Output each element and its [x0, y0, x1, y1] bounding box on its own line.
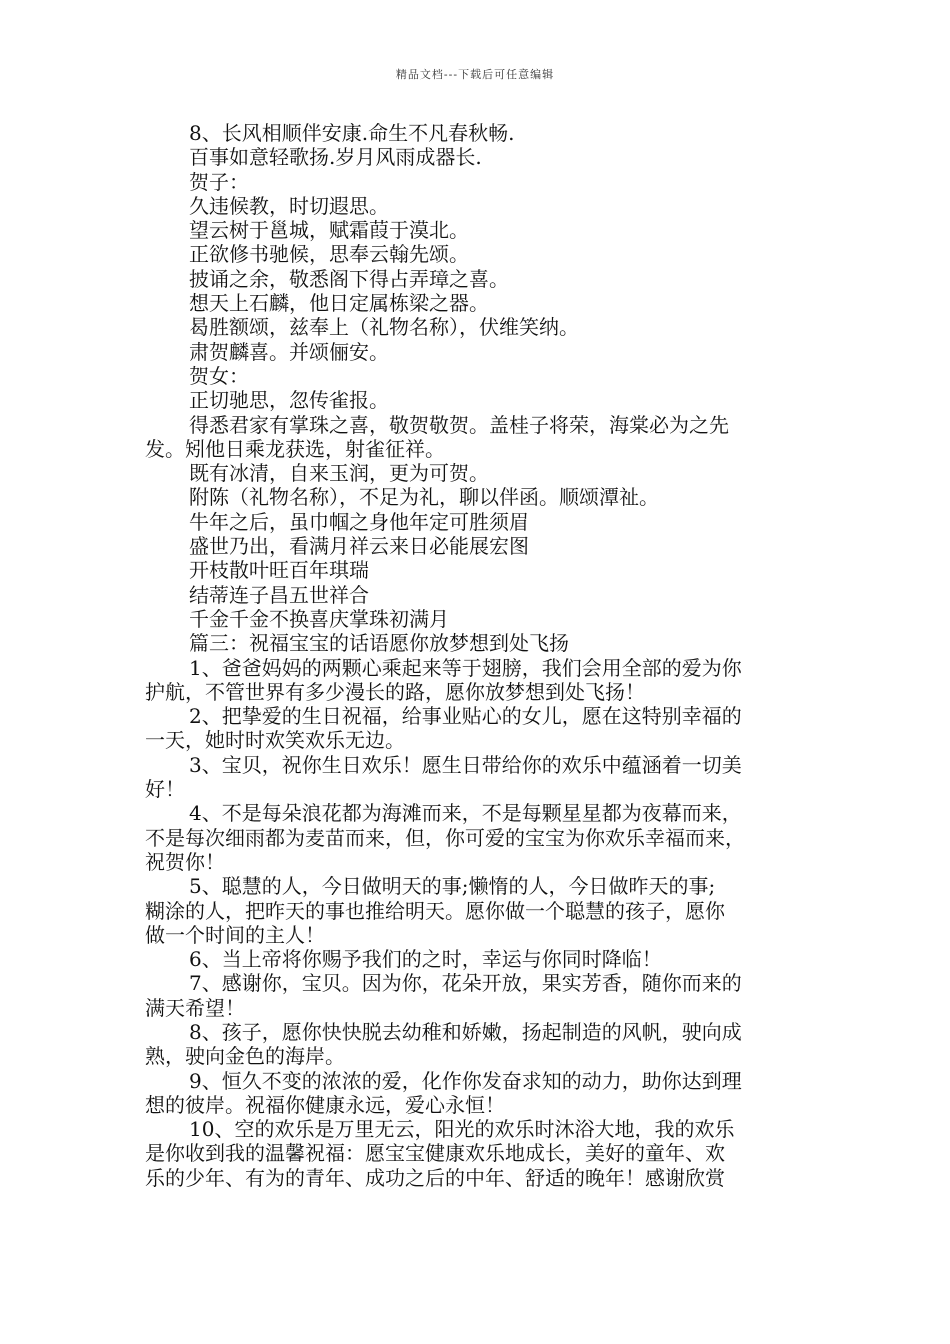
- text-line: 满天希望！: [145, 995, 245, 1020]
- text-line: 贺子：: [189, 169, 249, 194]
- text-line: 8、孩子，愿你快快脱去幼稚和娇嫩，扬起制造的风帆，驶向成: [189, 1019, 742, 1044]
- text-line: 6、当上帝将你赐予我们的之时，幸运与你同时降临！: [189, 947, 662, 972]
- text-line: 百事如意轻歌扬.岁月风雨成器长.: [189, 145, 482, 170]
- text-line: 7、感谢你，宝贝。因为你，花朵开放，果实芳香，随你而来的: [189, 971, 742, 996]
- text-line: 肃贺麟喜。并颂俪安。: [189, 339, 389, 364]
- text-line: 既有冰清，自来玉润，更为可贺。: [189, 461, 489, 486]
- text-line: 一天，她时时欢笑欢乐无边。: [145, 728, 405, 753]
- text-line: 牛年之后，虽巾帼之身他年定可胜须眉: [189, 509, 529, 534]
- text-line: 3、宝贝，祝你生日欢乐！愿生日带给你的欢乐中蕴涵着一切美: [189, 752, 742, 777]
- text-line: 10、空的欢乐是万里无云，阳光的欢乐时沐浴大地，我的欢乐: [189, 1117, 735, 1142]
- text-line: 千金千金不换喜庆掌珠初满月: [189, 606, 449, 631]
- text-line: 正切驰思，忽传雀报。: [189, 388, 389, 413]
- text-line: 贺女：: [189, 363, 249, 388]
- text-line: 乐的少年、有为的青年、成功之后的中年、舒适的晚年！感谢欣赏: [145, 1165, 725, 1190]
- text-line: 想天上石麟，他日定属栋梁之器。: [189, 291, 489, 316]
- text-line: 正欲修书驰候，思奉云翰先颂。: [189, 242, 469, 267]
- text-line: 曷胜额颂，兹奉上（礼物名称），伏维笑纳。: [189, 315, 579, 340]
- text-line: 得悉君家有掌珠之喜，敬贺敬贺。盖桂子将荣，海棠必为之先: [189, 412, 729, 437]
- page-header: 精品文档---下载后可任意编辑: [395, 68, 555, 81]
- text-line: 开枝散叶旺百年琪瑞: [189, 558, 369, 583]
- text-line: 披诵之余，敬悉阁下得占弄璋之喜。: [189, 266, 509, 291]
- text-line: 想的彼岸。祝福你健康永远，爱心永恒！: [145, 1092, 505, 1117]
- text-line: 糊涂的人，把昨天的事也推给明天。愿你做一个聪慧的孩子，愿你: [145, 898, 725, 923]
- text-line: 不是每次细雨都为麦苗而来，但，你可爱的宝宝为你欢乐幸福而来，: [145, 825, 745, 850]
- text-line: 盛世乃出，看满月祥云来日必能展宏图: [189, 534, 529, 559]
- text-line: 发。矧他日乘龙获选，射雀征祥。: [145, 436, 445, 461]
- text-line: 好！: [145, 777, 185, 802]
- text-line: 1、爸爸妈妈的两颗心乘起来等于翅膀，我们会用全部的爱为你: [189, 655, 742, 680]
- text-line: 篇三：祝福宝宝的话语愿你放梦想到处飞扬: [189, 631, 569, 656]
- text-line: 是你收到我的温馨祝福：愿宝宝健康欢乐地成长，美好的童年、欢: [145, 1141, 725, 1166]
- text-line: 附陈（礼物名称），不足为礼，聊以伴函。顺颂潭祉。: [189, 485, 659, 510]
- text-line: 4、不是每朵浪花都为海滩而来，不是每颗星星都为夜幕而来，: [189, 801, 742, 826]
- text-line: 祝贺你！: [145, 849, 225, 874]
- text-line: 望云树于邕城，赋霜葭于漠北。: [189, 218, 469, 243]
- text-line: 2、把挚爱的生日祝福，给事业贴心的女儿，愿在这特别幸福的: [189, 704, 742, 729]
- text-line: 熟，驶向金色的海岸。: [145, 1044, 345, 1069]
- text-line: 久违候教，时切遐思。: [189, 193, 389, 218]
- text-line: 做一个时间的主人！: [145, 922, 325, 947]
- text-line: 结蒂连子昌五世祥合: [189, 582, 369, 607]
- document-body: [145, 121, 813, 1190]
- text-line: 8、长风相顺伴安康.命生不凡春秋畅.: [189, 121, 515, 145]
- text-line: 5、聪慧的人，今日做明天的事;懒惰的人，今日做昨天的事;: [189, 874, 716, 899]
- text-line: 护航，不管世界有多少漫长的路，愿你放梦想到处飞扬！: [145, 679, 645, 704]
- text-line: 9、恒久不变的浓浓的爱，化作你发奋求知的动力，助你达到理: [189, 1068, 742, 1093]
